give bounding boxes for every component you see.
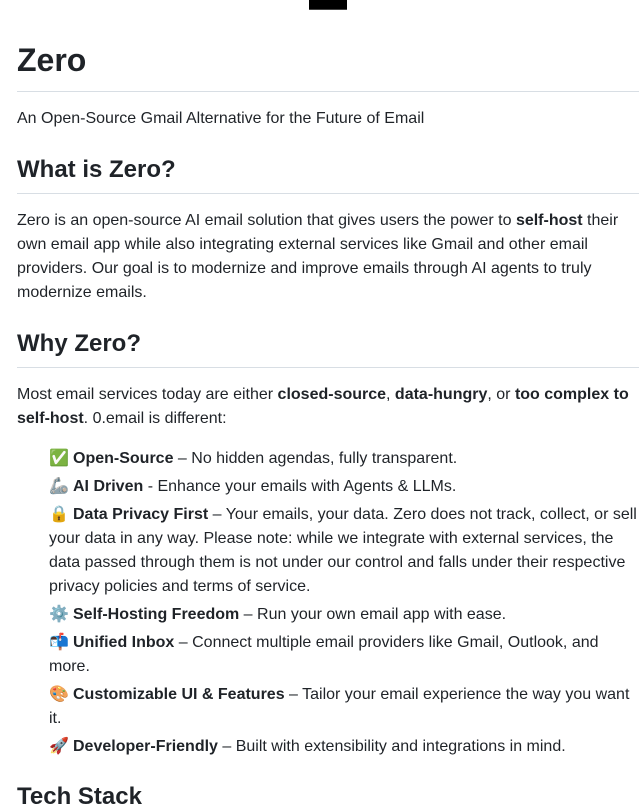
divider xyxy=(17,367,639,368)
tagline: An Open-Source Gmail Alternative for the Future of Email xyxy=(17,110,425,127)
feature-list xyxy=(17,447,639,763)
what-is-zero-paragraph xyxy=(17,209,639,305)
bold-text: self-host xyxy=(515,212,583,229)
list-item xyxy=(49,683,639,731)
heading-why-zero: Why Zero? xyxy=(17,330,141,357)
page-title: Zero xyxy=(17,42,87,78)
text: , or xyxy=(487,386,515,403)
divider xyxy=(17,193,639,194)
feature-desc: – Your emails, your data. Zero does not track, collect, or sell your data in any way. Please note: while we integrate with external services, the data passed through them is not under our control and falls under their respective privacy policies and terms of service. xyxy=(49,506,637,595)
feature-desc: – Built with extensibility and integrations in mind. xyxy=(217,738,566,755)
text: their own email app while also integrating external services like Gmail and other email providers. Our goal is to modernize and improve emails through AI agents to truly modernize emails. xyxy=(17,212,619,301)
feature-title: Developer-Friendly xyxy=(73,738,218,755)
list-item xyxy=(49,603,639,627)
heading-tech-stack: Tech Stack xyxy=(17,783,142,810)
mechanical-arm-icon: 🦾 xyxy=(49,478,69,495)
bold-text: closed-source xyxy=(277,386,387,403)
why-zero-paragraph xyxy=(17,383,639,431)
text: Most email services today are either xyxy=(17,386,278,403)
text: . 0.email is different: xyxy=(83,410,227,427)
feature-title: Data Privacy First xyxy=(73,506,209,523)
list-item xyxy=(49,475,639,499)
header-image xyxy=(309,0,347,10)
feature-title: Open-Source xyxy=(73,450,174,467)
feature-desc: – No hidden agendas, fully transparent. xyxy=(173,450,458,467)
list-item xyxy=(49,447,639,471)
mailbox-icon: 📬 xyxy=(49,634,69,651)
rocket-icon: 🚀 xyxy=(49,738,69,755)
feature-title: Self-Hosting Freedom xyxy=(73,606,240,623)
bold-text: data-hungry xyxy=(394,386,488,403)
feature-desc: – Run your own email app with ease. xyxy=(239,606,507,623)
text: Zero is an open-source AI email solution that gives users the power to xyxy=(17,212,516,229)
lock-icon: 🔒 xyxy=(49,506,69,523)
palette-icon: 🎨 xyxy=(49,686,69,703)
text: , xyxy=(386,386,395,403)
heading-what-is-zero: What is Zero? xyxy=(17,156,176,183)
feature-desc: – Tailor your email experience the way you want it. xyxy=(49,686,630,727)
gear-icon: ⚙️ xyxy=(49,606,69,623)
list-item xyxy=(49,735,639,759)
feature-title: Customizable UI & Features xyxy=(73,686,285,703)
bold-text: too complex to self-host xyxy=(17,386,629,427)
list-item xyxy=(49,631,639,679)
check-mark-icon: ✅ xyxy=(49,450,69,467)
divider xyxy=(17,91,639,92)
feature-desc: – Connect multiple email providers like Gmail, Outlook, and more. xyxy=(49,634,599,675)
list-item xyxy=(49,503,639,599)
feature-title: Unified Inbox xyxy=(73,634,175,651)
feature-desc: - Enhance your emails with Agents & LLMs. xyxy=(143,478,457,495)
feature-title: AI Driven xyxy=(73,478,144,495)
